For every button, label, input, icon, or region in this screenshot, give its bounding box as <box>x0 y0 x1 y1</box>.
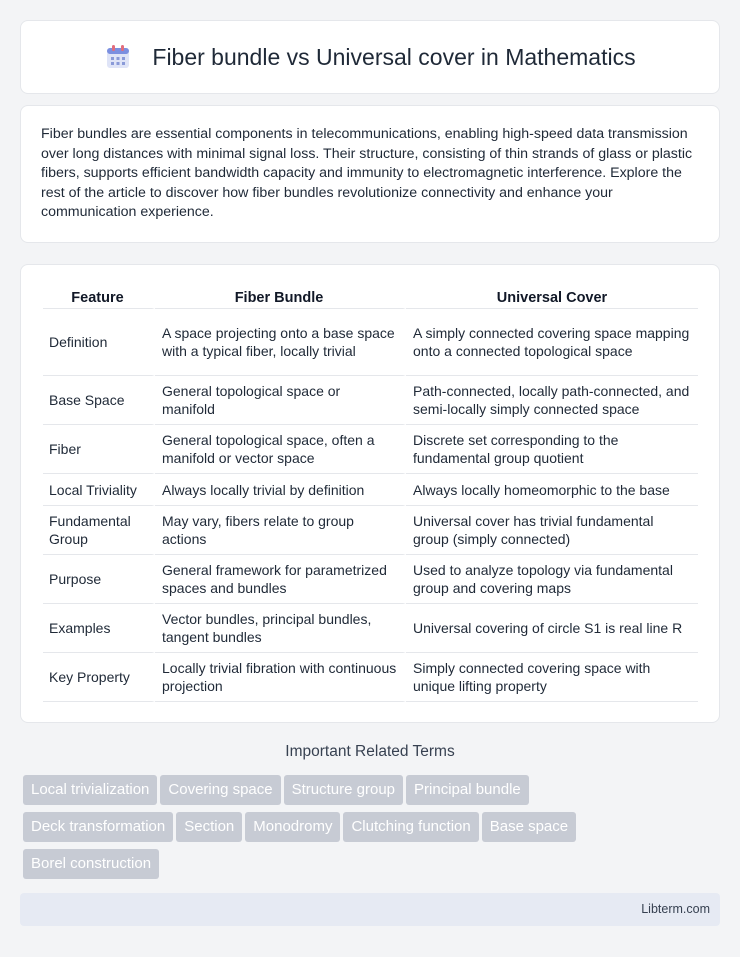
cell-fiber-bundle: May vary, fibers relate to group actions <box>155 506 406 555</box>
term-tag[interactable]: Base space <box>482 812 576 842</box>
cell-fiber-bundle: General topological space, often a manifold or vector space <box>155 425 406 474</box>
table-row <box>43 309 698 376</box>
calendar-icon <box>104 43 132 71</box>
cell-universal-cover: A simply connected covering space mapping onto a connected topological space <box>406 309 698 376</box>
cell-feature: Definition <box>43 309 155 376</box>
cell-feature: Fiber <box>43 425 155 474</box>
term-tag[interactable]: Local trivialization <box>23 775 157 805</box>
cell-universal-cover: Always locally homeomorphic to the base <box>406 474 698 506</box>
term-tag[interactable]: Deck transformation <box>23 812 173 842</box>
cell-universal-cover: Discrete set corresponding to the fundamental group quotient <box>406 425 698 474</box>
cell-feature: Local Triviality <box>43 474 155 506</box>
related-terms-title: Important Related Terms <box>285 743 455 760</box>
header-fiber-bundle: Fiber Bundle <box>155 285 406 309</box>
table-header-row <box>43 285 698 309</box>
table-row <box>43 506 698 555</box>
comparison-table <box>43 285 698 702</box>
cell-fiber-bundle: Always locally trivial by definition <box>155 474 406 506</box>
cell-feature: Fundamental Group <box>43 506 155 555</box>
table-row <box>43 604 698 653</box>
cell-feature: Purpose <box>43 555 155 604</box>
footer-site-link[interactable]: Libterm.com <box>641 902 710 916</box>
header-card <box>20 20 720 94</box>
table-row <box>43 425 698 474</box>
header-universal-cover: Universal Cover <box>406 285 698 309</box>
table-row <box>43 653 698 702</box>
header-feature: Feature <box>43 285 155 309</box>
cell-fiber-bundle: A space projecting onto a base space with a typical fiber, locally trivial <box>155 309 406 376</box>
term-tag[interactable]: Covering space <box>160 775 280 805</box>
term-tag[interactable]: Borel construction <box>23 849 159 879</box>
cell-feature: Key Property <box>43 653 155 702</box>
intro-card <box>20 105 720 243</box>
cell-fiber-bundle: General framework for parametrized spaces and bundles <box>155 555 406 604</box>
table-row <box>43 474 698 506</box>
cell-universal-cover: Universal cover has trivial fundamental group (simply connected) <box>406 506 698 555</box>
term-tag[interactable]: Clutching function <box>343 812 478 842</box>
cell-fiber-bundle: Locally trivial fibration with continuous projection <box>155 653 406 702</box>
term-tag[interactable]: Section <box>176 812 242 842</box>
page-title: Fiber bundle vs Universal cover in Mathematics <box>152 43 636 70</box>
term-tag[interactable]: Monodromy <box>245 812 340 842</box>
cell-feature: Base Space <box>43 376 155 425</box>
cell-feature: Examples <box>43 604 155 653</box>
cell-universal-cover: Used to analyze topology via fundamental group and covering maps <box>406 555 698 604</box>
cell-universal-cover: Universal covering of circle S1 is real line R <box>406 604 698 653</box>
cell-universal-cover: Simply connected covering space with unique lifting property <box>406 653 698 702</box>
table-row <box>43 555 698 604</box>
related-terms-tags <box>23 775 723 886</box>
footer <box>20 893 720 926</box>
comparison-table-card <box>20 264 720 723</box>
cell-fiber-bundle: General topological space or manifold <box>155 376 406 425</box>
term-tag[interactable]: Principal bundle <box>406 775 529 805</box>
cell-fiber-bundle: Vector bundles, principal bundles, tangent bundles <box>155 604 406 653</box>
term-tag[interactable]: Structure group <box>284 775 403 805</box>
cell-universal-cover: Path-connected, locally path-connected, and semi-locally simply connected space <box>406 376 698 425</box>
table-row <box>43 376 698 425</box>
intro-text: Fiber bundles are essential components in telecommunications, enabling high-speed data transmission over long distances with minimal signal loss. Their structure, consisting of thin strands of glass or plastic fibers, supports efficient bandwidth capacity and immunity to electromagnetic interference. Explore the rest of the article to discover how fiber bundles revolutionize connectivity and enhance your communication experience. <box>41 126 693 221</box>
